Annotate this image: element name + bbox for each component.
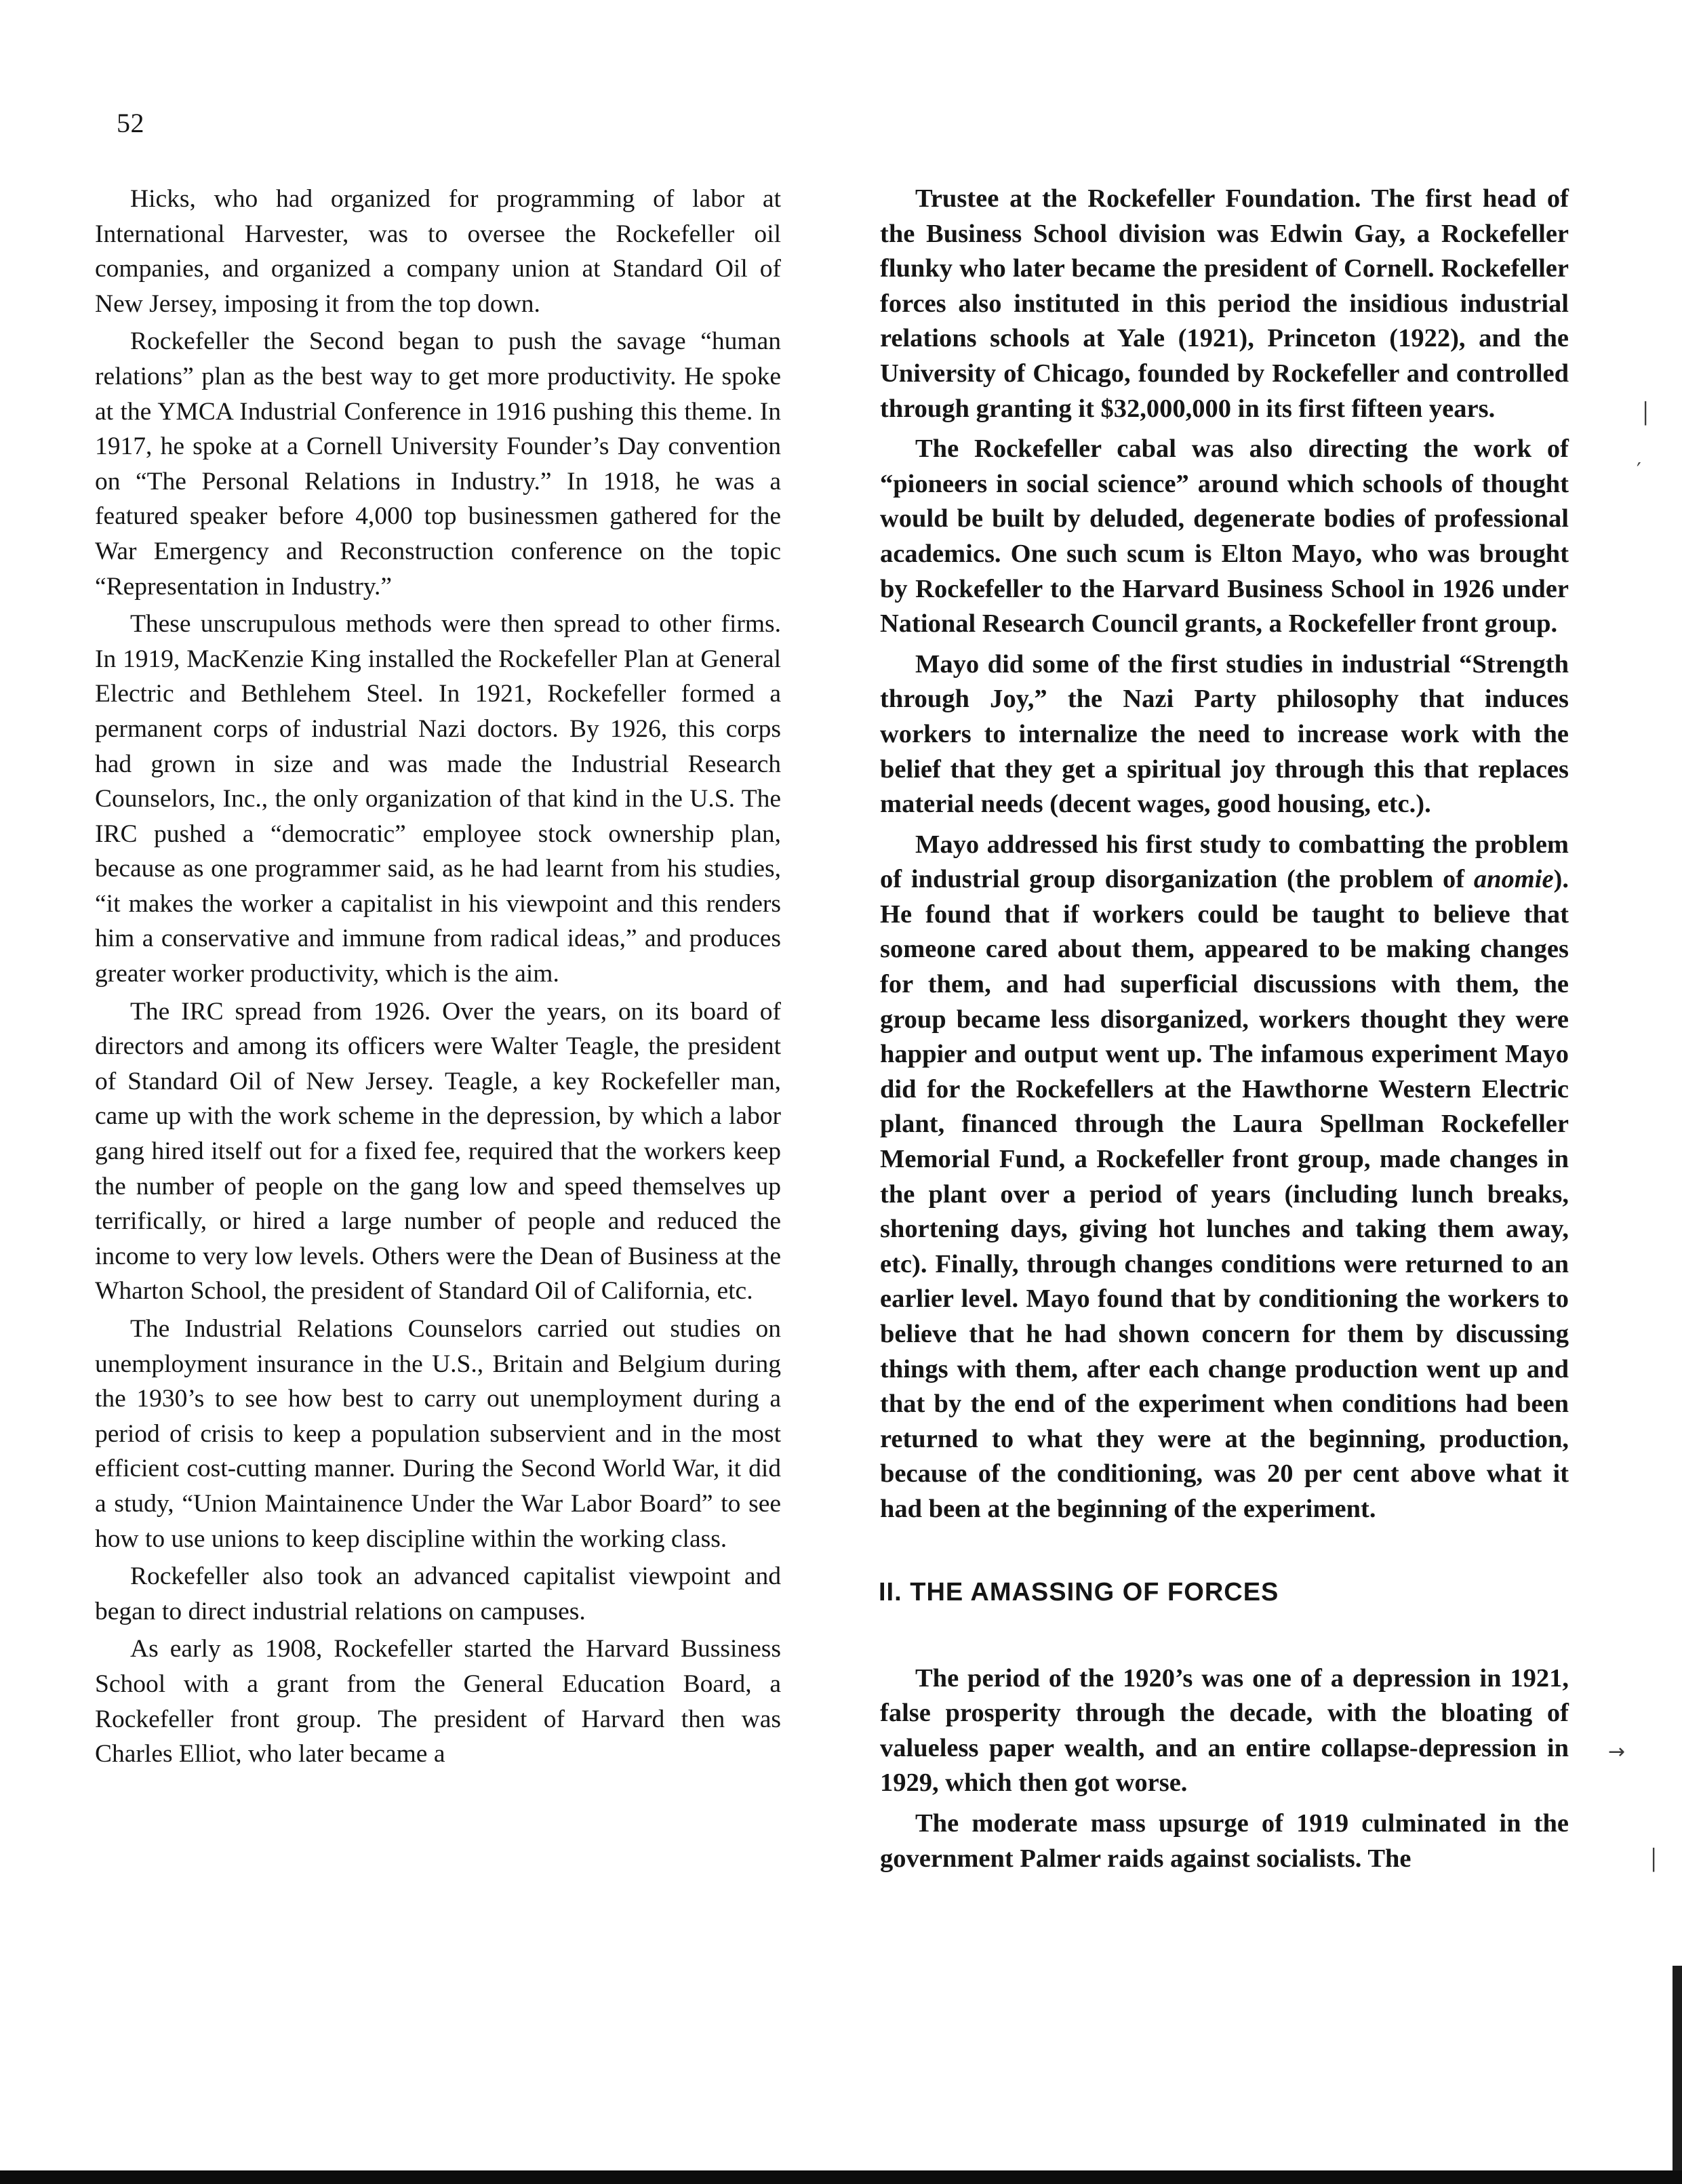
scan-mark: ′ bbox=[1637, 459, 1641, 483]
paragraph: Hicks, who had organized for programming of labor at International Harvester, was to oversee the Rockefeller oil companies, and organized a company union at Standard Oil of New Jersey, imposing it from the top down. bbox=[95, 185, 781, 318]
paragraph: The period of the 1920’s was one of a depression in 1921, false prosperity through the decade, with the bloating of valueless paper wealth, and an entire collapse-depression in 1929, which then got worse. bbox=[880, 1663, 1569, 1798]
scan-mark: │ bbox=[1639, 402, 1652, 426]
paragraph: The Rockefeller cabal was also directing the work of “pioneers in social science” around which schools of thought would be built by deluded, degenerate bodies of professional academics. One such scum is Elton Mayo, who was brought by Rockefeller to the Harvard Business School in 1926 under National Research Council grants, a Rockefeller front group. bbox=[880, 434, 1569, 639]
paragraph: The Industrial Relations Counselors carried out studies on unemployment insurance in the U.S., Britain and Belgium during the 1930’s to see how best to carry out unemployment during a period of crisis to keep a population subservient and in the most efficient cost-cutting manner. During the Second World War, it did a study, “Union Maintainence Under the War Labor Board” to see how to use unions to keep discipline within the working class. bbox=[95, 1315, 781, 1553]
paragraph: Rockefeller also took an advanced capitalist viewpoint and began to direct industrial relations on campuses. bbox=[95, 1562, 781, 1625]
scan-mark: │ bbox=[1647, 1848, 1660, 1872]
paragraph-text: ). He found that if workers could be taught to believe that someone cared about them, appeared to be making changes for them, and had superficial discussions with them, the group became less disorganized, workers thought they were happier and output went up. The infamous experiment Mayo did for the Rockefellers at the Hawthorne Western Electric plant, financed through the Laura Spellman Rockefeller Memorial Fund, a Rockefeller front group, made changes in the plant over a period of years (including lunch breaks, shortening days, giving hot lunches and taking them away, etc). Finally, through changes conditions were returned to an earlier level. Mayo found that by conditioning the workers to believe that he had shown concern for them by discussing things with them, after each change production went up and that by the end of the experiment when conditions had been returned to what they were at the beginning, production, because of the conditioning, was 20 per cent above what it had been at the beginning of the experiment. bbox=[880, 865, 1569, 1523]
paragraph: Rockefeller the Second began to push the savage “human relations” plan as the best way to get more productivity. He spoke at the YMCA Industrial Conference in 1916 pushing this theme. In 1917, he spoke at a Cornell University Founder’s Day convention on “The Personal Relations in Industry.” In 1918, he was a featured speaker before 4,000 top businessmen gathered for the War Emergency and Reconstruction conference on the topic “Representation in Industry.” bbox=[95, 327, 781, 601]
paragraph: The IRC spread from 1926. Over the years, on its board of directors and among its officers were Walter Teagle, the president of Standard Oil of New Jersey. Teagle, a key Rockefeller man, came up with the work scheme in the depression, by which a labor gang hired itself out for a fixed fee, required that the workers keep the number of people on the gang low and speed themselves up terrifically, or hired a large number of people and reduced the income to very low levels. Others were the Dean of Business at the Wharton School, the president of Standard Oil of California, etc. bbox=[95, 997, 781, 1306]
paragraph: These unscrupulous methods were then spread to other firms. In 1919, MacKenzie King installed the Rockefeller Plan at General Electric and Bethlehem Steel. In 1921, Rockefeller formed a permanent corps of industrial Nazi doctors. By 1926, this corps had grown in size and was made the Industrial Research Counselors, Inc., the only organization of that kind in the U.S. The IRC pushed a “democratic” employee stock ownership plan, because as one programmer said, as he had learnt from his studies, “it makes the worker a capitalist in his viewpoint and this renders him a conservative and immune from radical ideas,” and produces greater worker productivity, which is the aim. bbox=[95, 610, 781, 988]
paragraph: Mayo did some of the first studies in industrial “Strength through Joy,” the Nazi Party philosophy that induces workers to internalize the need to increase work with the belief that they get a spiritual joy through this that replaces material needs (decent wages, good housing, etc.). bbox=[880, 649, 1569, 819]
paragraph-text: Mayo addressed his first study to combatting the problem of industrial group disorganization (the problem of bbox=[880, 830, 1569, 894]
paragraph: Trustee at the Rockefeller Foundation. The first head of the Business School division was Edwin Gay, a Rockefeller flunky who later became the president of Cornell. Rockefeller forces also instituted in this period the insidious industrial relations schools at Yale (1921), Princeton (1922), and the University of Chicago, founded by Rockefeller and controlled through granting it $32,000,000 in its first fifteen years. bbox=[880, 184, 1569, 423]
section-heading: II. THE AMASSING OF FORCES bbox=[879, 1577, 1279, 1606]
right-column bbox=[880, 182, 1569, 1882]
paragraph-mayo-study bbox=[880, 828, 1569, 1527]
paragraph: As early as 1908, Rockefeller started the Harvard Bussiness School with a grant from the General Education Board, a Rockefeller front group. The president of Harvard then was Charles Elliot, who later became a bbox=[95, 1635, 781, 1768]
italic-term: anomie bbox=[1473, 865, 1554, 894]
left-column bbox=[95, 182, 781, 1775]
page-bottom-border bbox=[0, 2170, 1682, 2184]
page-number: 52 bbox=[117, 108, 144, 138]
page-right-edge-shadow bbox=[1673, 1966, 1682, 2170]
paragraph: The moderate mass upsurge of 1919 culminated in the government Palmer raids against socialists. The bbox=[880, 1808, 1569, 1873]
scan-mark: → bbox=[1608, 1740, 1626, 1764]
